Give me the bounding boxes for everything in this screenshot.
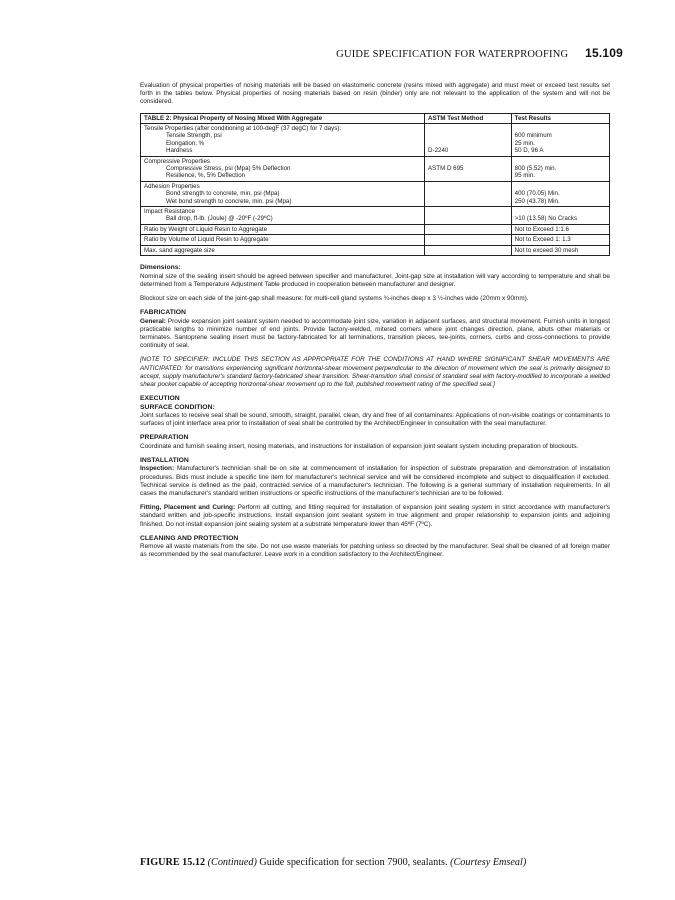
execution-heading: EXECUTION bbox=[140, 395, 180, 403]
table-group-adhesion bbox=[141, 181, 610, 206]
dimensions-paragraph-2: Blockout size on each side of the joint-gap shall measure: for multi-cell gland systems ¾-inches deep x 3 ½-inches wide (20mm x 90mm). bbox=[140, 294, 529, 302]
row-result: Not to exceed 30 mesh bbox=[511, 245, 609, 255]
surface-condition-paragraph: Joint surfaces to receive seal shall be sound, smooth, straight, parallel, clean, dry and free of all contaminants. Applications of non-visible coatings or contaminants to surfaces of joint interface area prior to installation of seal shall be controlled by the Architect/Engineer in consultation with the seal manufacturer. bbox=[140, 411, 610, 428]
table-row-aggregate-size bbox=[141, 245, 610, 255]
row-method bbox=[425, 224, 512, 234]
inspection-lead: Inspection: bbox=[140, 465, 175, 473]
table-group-tensile bbox=[141, 124, 610, 157]
row-label: Bond strength to concrete, min, psi (Mpa) bbox=[166, 190, 280, 198]
row-method bbox=[428, 190, 508, 197]
table-group-compressive bbox=[141, 156, 610, 181]
dimensions-heading: Dimensions: bbox=[140, 264, 181, 272]
group-cell bbox=[141, 181, 425, 206]
surface-condition-heading: SURFACE CONDITION: bbox=[140, 403, 215, 411]
row-result: 95 min. bbox=[514, 172, 535, 180]
row-result: 800 (5.52) min. bbox=[514, 165, 557, 173]
figure-label: FIGURE 15.12 bbox=[140, 857, 206, 868]
table-group-impact bbox=[141, 207, 610, 225]
table-header-row bbox=[141, 113, 610, 123]
row-method bbox=[428, 172, 508, 179]
fitting-lead: Fitting, Placement and Curing: bbox=[140, 504, 236, 512]
table-row-volume-ratio bbox=[141, 235, 610, 245]
group-title: Tensile Properties (after conditioning at 100-degF (37 degC) for 7 days): bbox=[144, 125, 342, 133]
method-cell bbox=[425, 156, 512, 181]
row-result: 600 minimum bbox=[514, 132, 552, 140]
row-method bbox=[428, 215, 508, 222]
group-cell bbox=[141, 207, 425, 225]
fabrication-general-paragraph bbox=[140, 318, 610, 351]
row-result: 400 (70.05) Min. bbox=[514, 190, 560, 198]
row-method bbox=[428, 140, 508, 147]
inspection-text: Manufacturer's technician shall be on site at commencement of installation for inspection of substrate preparation and demonstration of installation procedures. Bids must include a specific line item for manufacturer's technical service and will be considered incomplete and subject to disqualification if excluded. Technical service is defined as the paid, contracted service of a manufacturer's technician. The following is a general summary of installation requirements. In all cases the manufacturer's standard written instructions or specific instructions of the manufacturer's technician are to be followed. bbox=[140, 465, 610, 497]
row-method bbox=[428, 198, 508, 205]
figure-caption bbox=[140, 857, 620, 868]
result-cell bbox=[511, 181, 609, 206]
dimensions-paragraph-1: Nominal size of the sealing insert should be agreed between specifier and manufacturer. Joint-gap size at installation will vary according to temperature and shall be determined from a Temperature Adjustment Table produced in cooperation between manufacturer and designer. bbox=[140, 272, 610, 288]
group-cell bbox=[141, 156, 425, 181]
specifier-note: [NOTE TO SPECIFIER: INCLUDE THIS SECTION AS APPROPRIATE FOR THE CONDITIONS AT HAND WHERE SIGNIFICANT SHEAR MOVEMENTS ARE ANTICIPATED: for transitions experiencing significant horizontal-shear movement perpendicular to the direction of movement which the seal is primarily designed to accept, supply manufacturer's standard factory-fabricated shear transition. Shear-transition shall consist of standard seal with factory-modified to incorporate a welded shear pocket capable of accepting horizontal-shear movement up to the full, published movement rating of the specified seal.] bbox=[140, 356, 610, 388]
table-result-header: Test Results bbox=[511, 113, 609, 123]
row-result: 50 D, 96 A bbox=[514, 147, 544, 155]
group-title: Adhesion Properties bbox=[144, 182, 200, 190]
method-cell bbox=[425, 207, 512, 225]
row-result: 250 (43.78) Min. bbox=[514, 197, 560, 205]
cleaning-paragraph: Remove all waste materials from the site. Do not use waste materials for patching unless so directed by the manufacturer. Seal shall be cleaned of all foreign matter as recommended by the seal manufacturer. Leave work in a condition satisfactory to the Architect/Engineer. bbox=[140, 543, 610, 559]
fitting-text: Perform all cutting, and fitting required for installation of expansion joint sealing system in strict accordance with manufacturer's standard written and job-specific instructions. Install expansion joint sealant system in true alignment and proper relationship to expansion joints and adjoining finished. Do not install expansion joint sealing system at a substrate temperature lower than 45ºF (7ºC). bbox=[140, 504, 610, 528]
row-label: Ratio by Volume of Liquid Resin to Aggregate bbox=[141, 235, 425, 245]
row-label: Ratio by Weight of Liquid Resin to Aggregate bbox=[141, 224, 425, 234]
row-result: Not to Exceed 1:1.6 bbox=[511, 224, 609, 234]
table-method-header: ASTM Test Method bbox=[425, 113, 512, 123]
general-text: Provide expansion joint sealant system needed to accommodate joint size, variation in adjacent surfaces, and structural movement. Furnish units in longest practicable lengths to minimize number of end joints. Provide factory-welded, mitered corners where joint changes direction, plane, abuts other materials or terminates. Santoprene sealing insert must be factory-fabricated for all terminations, transition pieces, tee-joints, corners, curbs and cross-connections to provide continuity of seal. bbox=[140, 317, 610, 350]
group-title: Compressive Properties bbox=[144, 157, 211, 165]
row-method bbox=[425, 235, 512, 245]
group-title: Impact Resistance bbox=[144, 208, 195, 216]
inspection-paragraph bbox=[140, 465, 610, 498]
row-label: Compressive Stress, psi (Mpa) 5% Deflection bbox=[166, 165, 291, 173]
row-result: 25 min. bbox=[514, 139, 535, 147]
table-row-weight-ratio bbox=[141, 224, 610, 234]
row-label: Hardness bbox=[166, 147, 193, 155]
installation-heading: INSTALLATION bbox=[140, 456, 189, 464]
row-label: Resilience, %, 5% Deflection bbox=[166, 172, 246, 180]
group-cell bbox=[141, 124, 425, 157]
row-label: Max. sand aggregate size bbox=[141, 245, 425, 255]
intro-paragraph: Evaluation of physical properties of nosing materials will be based on elastomeric concrete (resins mixed with aggregate) and must meet or exceed test results set forth in the tables below. Physical properties of nosing materials based on resin (binder) only are not relevant to the application of the system and will not be considered. bbox=[140, 82, 610, 106]
table-title-cell: TABLE 2: Physical Property of Nosing Mixed With Aggregate bbox=[141, 113, 425, 123]
fabrication-heading: FABRICATION bbox=[140, 309, 186, 317]
row-result: >10 (13.58) No Cracks bbox=[514, 215, 578, 223]
row-result: Not to Exceed 1: 1.3 bbox=[511, 235, 609, 245]
result-cell bbox=[511, 156, 609, 181]
page-number: 15.109 bbox=[585, 46, 623, 60]
result-cell bbox=[511, 207, 609, 225]
fitting-paragraph bbox=[140, 504, 610, 529]
figure-courtesy: (Courtesy Emseal) bbox=[450, 857, 527, 868]
row-label: Wet bond strength to concrete, min. psi (Mpa) bbox=[166, 197, 292, 205]
preparation-paragraph: Coordinate and furnish sealing insert, nosing materials, and instructions for installation of expansion joint sealant system including preparation of blockouts. bbox=[140, 442, 579, 450]
method-cell bbox=[425, 124, 512, 157]
cleaning-heading: CLEANING AND PROTECTION bbox=[140, 534, 239, 542]
preparation-heading: PREPARATION bbox=[140, 434, 189, 442]
row-label: Tensile Strength, psi bbox=[166, 132, 222, 140]
result-cell bbox=[511, 124, 609, 157]
figure-continued: (Continued) bbox=[207, 857, 257, 868]
row-label: Ball drop, ft-lb. (Joule) @ -20ºF (-29ºC) bbox=[166, 215, 273, 223]
row-method: ASTM D 695 bbox=[428, 165, 464, 173]
method-cell bbox=[425, 181, 512, 206]
running-head bbox=[140, 46, 623, 60]
row-label: Elongation, % bbox=[166, 139, 205, 147]
row-method bbox=[428, 132, 508, 139]
physical-property-table bbox=[140, 113, 610, 257]
running-head-title: GUIDE SPECIFICATION FOR WATERPROOFING bbox=[336, 49, 569, 60]
general-lead: General: bbox=[140, 317, 166, 325]
row-method bbox=[425, 245, 512, 255]
row-method: D-2240 bbox=[428, 147, 449, 155]
figure-caption-text: Guide specification for section 7900, sealants. bbox=[256, 857, 451, 868]
page-body bbox=[140, 82, 610, 566]
